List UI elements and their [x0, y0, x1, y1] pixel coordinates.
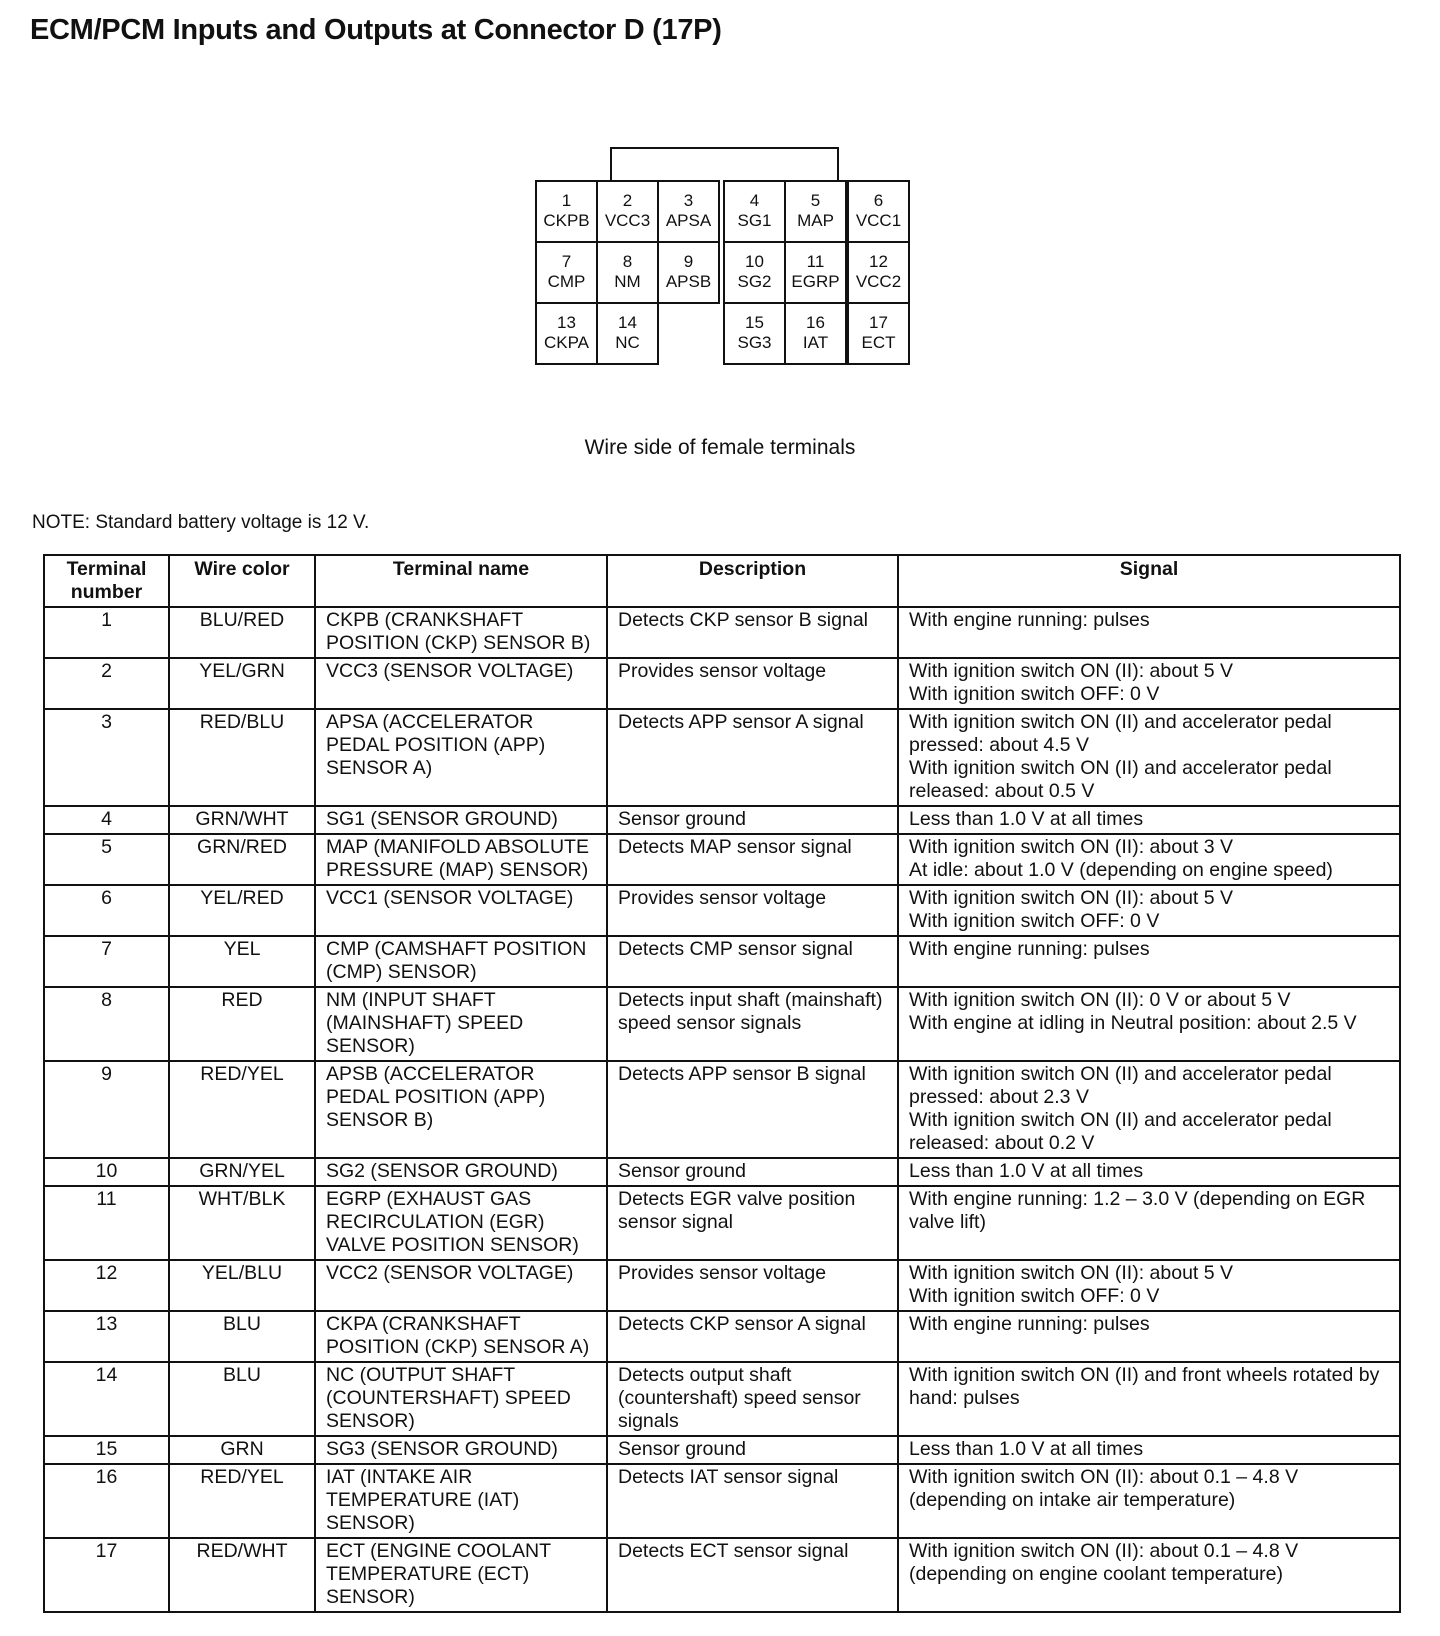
- terminal-name-cell: CKPB (CRANKSHAFT POSITION (CKP) SENSOR B): [315, 607, 607, 658]
- table-row: [44, 1260, 1400, 1311]
- connector-pin-3: 3 APSA: [657, 180, 720, 243]
- signal-cell: [898, 987, 1400, 1061]
- table-row: [44, 1158, 1400, 1186]
- connector-pin-13: 13 CKPA: [535, 302, 598, 365]
- terminal-name-cell: APSA (ACCELERATOR PEDAL POSITION (APP) SENSOR A): [315, 709, 607, 806]
- wire-color-cell: YEL: [169, 936, 315, 987]
- table-row: [44, 1538, 1400, 1612]
- signal-line: With engine running: pulses: [909, 1313, 1150, 1335]
- table-row: [44, 1362, 1400, 1436]
- wire-color-cell: RED/BLU: [169, 709, 315, 806]
- table-row: [44, 658, 1400, 709]
- terminal-number-cell: 12: [44, 1260, 169, 1311]
- table-row: [44, 1464, 1400, 1538]
- signal-cell: [898, 1186, 1400, 1260]
- wire-color-cell: BLU: [169, 1362, 315, 1436]
- terminal-number-cell: 1: [44, 607, 169, 658]
- signal-cell: [898, 1158, 1400, 1186]
- table-row: [44, 885, 1400, 936]
- signal-line: With ignition switch ON (II): about 0.1 – 4.8 V (depending on intake air temperature): [909, 1466, 1299, 1511]
- terminal-number-cell: 15: [44, 1436, 169, 1464]
- connector-pin-4: 4 SG1: [723, 180, 786, 243]
- connector-pin-8: 8 NM: [596, 241, 659, 304]
- signal-cell: [898, 1362, 1400, 1436]
- terminal-number-cell: 7: [44, 936, 169, 987]
- description-cell: Detects ECT sensor signal: [607, 1538, 898, 1612]
- terminal-name-cell: VCC2 (SENSOR VOLTAGE): [315, 1260, 607, 1311]
- description-cell: Sensor ground: [607, 1436, 898, 1464]
- signal-line: With ignition switch ON (II) and accelerator pedal released: about 0.5 V: [909, 757, 1332, 802]
- connector-diagram: [535, 147, 915, 369]
- connector-pin-14: 14 NC: [596, 302, 659, 365]
- terminal-name-cell: SG1 (SENSOR GROUND): [315, 806, 607, 834]
- battery-voltage-note: NOTE: Standard battery voltage is 12 V.: [32, 512, 370, 533]
- terminal-number-cell: 14: [44, 1362, 169, 1436]
- connector-pin-16: 16 IAT: [784, 302, 847, 365]
- header-terminal-name: Terminal name: [315, 555, 607, 607]
- description-cell: Detects EGR valve position sensor signal: [607, 1186, 898, 1260]
- terminal-number-cell: 5: [44, 834, 169, 885]
- description-cell: Sensor ground: [607, 806, 898, 834]
- description-cell: Detects input shaft (mainshaft) speed sensor signals: [607, 987, 898, 1061]
- description-cell: Detects CMP sensor signal: [607, 936, 898, 987]
- terminal-name-cell: CKPA (CRANKSHAFT POSITION (CKP) SENSOR A): [315, 1311, 607, 1362]
- connector-pin-9: 9 APSB: [657, 241, 720, 304]
- terminal-name-cell: VCC3 (SENSOR VOLTAGE): [315, 658, 607, 709]
- signal-line: With ignition switch ON (II): about 0.1 – 4.8 V (depending on engine coolant temperature): [909, 1540, 1299, 1585]
- wire-color-cell: GRN/WHT: [169, 806, 315, 834]
- signal-line: With ignition switch ON (II): about 3 V: [909, 836, 1234, 858]
- table-row: [44, 936, 1400, 987]
- terminal-name-cell: NM (INPUT SHAFT (MAINSHAFT) SPEED SENSOR): [315, 987, 607, 1061]
- signal-line: With engine running: pulses: [909, 609, 1150, 631]
- signal-cell: [898, 1464, 1400, 1538]
- signal-cell: [898, 834, 1400, 885]
- terminal-number-cell: 11: [44, 1186, 169, 1260]
- table-row: [44, 1436, 1400, 1464]
- connector-pin-6: 6 VCC1: [847, 180, 910, 243]
- header-wire-color: Wire color: [169, 555, 315, 607]
- wire-color-cell: RED/YEL: [169, 1464, 315, 1538]
- terminal-number-cell: 3: [44, 709, 169, 806]
- description-cell: Provides sensor voltage: [607, 885, 898, 936]
- terminal-number-cell: 10: [44, 1158, 169, 1186]
- terminal-number-cell: 9: [44, 1061, 169, 1158]
- description-cell: Detects CKP sensor A signal: [607, 1311, 898, 1362]
- wire-color-cell: BLU/RED: [169, 607, 315, 658]
- description-cell: Detects IAT sensor signal: [607, 1464, 898, 1538]
- wire-color-cell: GRN: [169, 1436, 315, 1464]
- signal-line: At idle: about 1.0 V (depending on engine speed): [909, 859, 1333, 881]
- connector-caption: Wire side of female terminals: [584, 436, 856, 459]
- description-cell: Detects APP sensor B signal: [607, 1061, 898, 1158]
- terminal-number-cell: 13: [44, 1311, 169, 1362]
- wire-color-cell: GRN/YEL: [169, 1158, 315, 1186]
- wire-color-cell: WHT/BLK: [169, 1186, 315, 1260]
- signal-cell: [898, 1061, 1400, 1158]
- terminal-name-cell: MAP (MANIFOLD ABSOLUTE PRESSURE (MAP) SENSOR): [315, 834, 607, 885]
- connector-pin-7: 7 CMP: [535, 241, 598, 304]
- connector-pin-10: 10 SG2: [723, 241, 786, 304]
- terminal-number-cell: 4: [44, 806, 169, 834]
- connector-pin-11: 11 EGRP: [784, 241, 847, 304]
- terminal-name-cell: ECT (ENGINE COOLANT TEMPERATURE (ECT) SENSOR): [315, 1538, 607, 1612]
- connector-pin-12: 12 VCC2: [847, 241, 910, 304]
- table-row: [44, 987, 1400, 1061]
- signal-line: With ignition switch ON (II): about 5 V: [909, 1262, 1234, 1284]
- signal-cell: [898, 1538, 1400, 1612]
- description-cell: Sensor ground: [607, 1158, 898, 1186]
- wire-color-cell: YEL/RED: [169, 885, 315, 936]
- table-row: [44, 709, 1400, 806]
- signal-cell: [898, 885, 1400, 936]
- connector-pin-5: 5 MAP: [784, 180, 847, 243]
- signal-cell: [898, 1260, 1400, 1311]
- header-description: Description: [607, 555, 898, 607]
- signal-line: With ignition switch OFF: 0 V: [909, 1285, 1160, 1307]
- table-row: [44, 806, 1400, 834]
- signal-cell: [898, 658, 1400, 709]
- terminal-table: [43, 554, 1401, 1613]
- table-row: [44, 834, 1400, 885]
- signal-cell: [898, 806, 1400, 834]
- terminal-name-cell: CMP (CAMSHAFT POSITION (CMP) SENSOR): [315, 936, 607, 987]
- header-signal: Signal: [898, 555, 1400, 607]
- description-cell: Provides sensor voltage: [607, 1260, 898, 1311]
- wire-color-cell: GRN/RED: [169, 834, 315, 885]
- terminal-number-cell: 8: [44, 987, 169, 1061]
- table-row: [44, 607, 1400, 658]
- signal-line: With ignition switch ON (II): about 5 V: [909, 887, 1234, 909]
- terminal-name-cell: APSB (ACCELERATOR PEDAL POSITION (APP) SENSOR B): [315, 1061, 607, 1158]
- terminal-number-cell: 2: [44, 658, 169, 709]
- terminal-number-cell: 6: [44, 885, 169, 936]
- terminal-name-cell: NC (OUTPUT SHAFT (COUNTERSHAFT) SPEED SENSOR): [315, 1362, 607, 1436]
- terminal-number-cell: 16: [44, 1464, 169, 1538]
- wire-color-cell: YEL/GRN: [169, 658, 315, 709]
- wire-color-cell: YEL/BLU: [169, 1260, 315, 1311]
- description-cell: Detects APP sensor A signal: [607, 709, 898, 806]
- page-title: ECM/PCM Inputs and Outputs at Connector D (17P): [30, 14, 722, 46]
- terminal-name-cell: SG3 (SENSOR GROUND): [315, 1436, 607, 1464]
- signal-cell: [898, 1311, 1400, 1362]
- signal-line: With ignition switch OFF: 0 V: [909, 910, 1160, 932]
- signal-line: With ignition switch ON (II) and front wheels rotated by hand: pulses: [909, 1364, 1380, 1409]
- connector-pin-1: 1 CKPB: [535, 180, 598, 243]
- terminal-name-cell: VCC1 (SENSOR VOLTAGE): [315, 885, 607, 936]
- signal-line: Less than 1.0 V at all times: [909, 1438, 1144, 1460]
- connector-lock-tab: [610, 147, 839, 181]
- signal-line: With ignition switch ON (II): about 5 V: [909, 660, 1234, 682]
- signal-line: With ignition switch ON (II) and accelerator pedal released: about 0.2 V: [909, 1109, 1332, 1154]
- signal-line: With ignition switch ON (II) and accelerator pedal pressed: about 2.3 V: [909, 1063, 1332, 1108]
- signal-line: With engine running: 1.2 – 3.0 V (depending on EGR valve lift): [909, 1188, 1366, 1233]
- terminal-name-cell: SG2 (SENSOR GROUND): [315, 1158, 607, 1186]
- wire-color-cell: BLU: [169, 1311, 315, 1362]
- description-cell: Provides sensor voltage: [607, 658, 898, 709]
- connector-pin-2: 2 VCC3: [596, 180, 659, 243]
- terminal-number-cell: 17: [44, 1538, 169, 1612]
- terminal-name-cell: EGRP (EXHAUST GAS RECIRCULATION (EGR) VALVE POSITION SENSOR): [315, 1186, 607, 1260]
- signal-line: With engine at idling in Neutral position: about 2.5 V: [909, 1012, 1357, 1034]
- signal-line: With ignition switch ON (II): 0 V or about 5 V: [909, 989, 1291, 1011]
- signal-line: Less than 1.0 V at all times: [909, 808, 1144, 830]
- table-row: [44, 1186, 1400, 1260]
- table-row: [44, 1061, 1400, 1158]
- signal-cell: [898, 936, 1400, 987]
- signal-line: With ignition switch OFF: 0 V: [909, 683, 1160, 705]
- table-row: [44, 1311, 1400, 1362]
- connector-pin-17: 17 ECT: [847, 302, 910, 365]
- header-terminal-number: Terminal number: [44, 555, 169, 607]
- connector-pin-15: 15 SG3: [723, 302, 786, 365]
- signal-line: With engine running: pulses: [909, 938, 1150, 960]
- table-header-row: [44, 555, 1400, 607]
- wire-color-cell: RED/WHT: [169, 1538, 315, 1612]
- description-cell: Detects CKP sensor B signal: [607, 607, 898, 658]
- signal-cell: [898, 1436, 1400, 1464]
- description-cell: Detects MAP sensor signal: [607, 834, 898, 885]
- wire-color-cell: RED: [169, 987, 315, 1061]
- description-cell: Detects output shaft (countershaft) speed sensor signals: [607, 1362, 898, 1436]
- signal-cell: [898, 709, 1400, 806]
- signal-line: Less than 1.0 V at all times: [909, 1160, 1144, 1182]
- signal-cell: [898, 607, 1400, 658]
- terminal-name-cell: IAT (INTAKE AIR TEMPERATURE (IAT) SENSOR): [315, 1464, 607, 1538]
- wire-color-cell: RED/YEL: [169, 1061, 315, 1158]
- signal-line: With ignition switch ON (II) and accelerator pedal pressed: about 4.5 V: [909, 711, 1332, 756]
